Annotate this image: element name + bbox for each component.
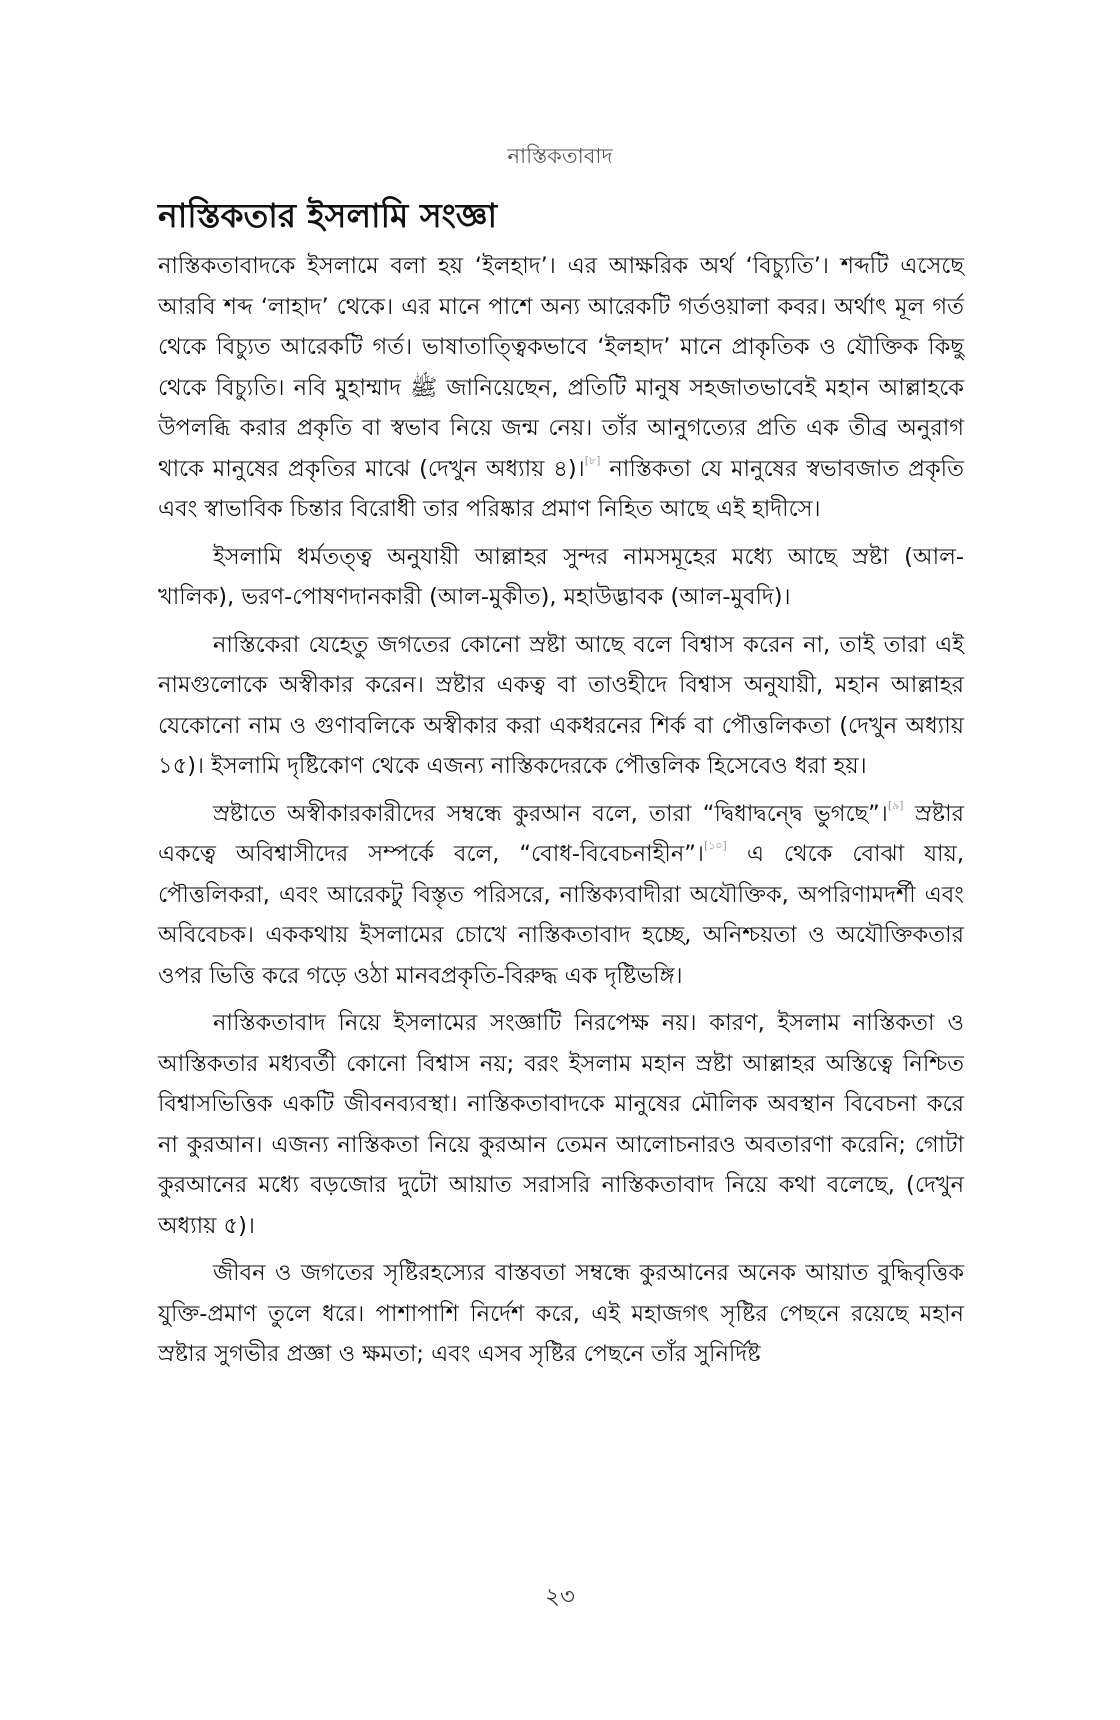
paragraph-1-text-b: নাস্তিকতা যে মানুষের স্বভাবজাত প্রকৃতি এবং স্বাভাবিক চিন্তার বিরোধী তার পরিষ্কার প্রমাণ নিহিত আছে এই হাদীসে। (158, 455, 964, 522)
paragraph-5: নাস্তিকতাবাদ নিয়ে ইসলামের সংজ্ঞাটি নিরপেক্ষ নয়। কারণ, ইসলাম নাস্তিকতা ও আস্তিকতার মধ্যবর্তী কোনো বিশ্বাস নয়; বরং ইসলাম মহান স্রষ্টা আল্লাহর অস্তিত্বে নিশ্চিত বিশ্বাসভিত্তিক একটি জীবনব্যবস্থা। নাস্তিকতাবাদকে মানুষের মৌলিক অবস্থান বিবেচনা করে না কুরআন। এজন্য নাস্তিকতা নিয়ে কুরআন তেমন আলোচনারও অবতারণা করেনি; গোটা কুরআনের মধ্যে বড়জোর দুটো আয়াত সরাসরি নাস্তিকতাবাদ নিয়ে কথা বলেছে, (দেখুন অধ্যায় ৫)। (158, 1010, 964, 1239)
footnote-ref-9: [৯] (887, 798, 904, 812)
paragraph-1 (158, 246, 964, 530)
paragraph-4 (158, 794, 964, 997)
page-number: ২৩ (545, 1584, 575, 1610)
page-content (158, 190, 964, 1382)
paragraph-3: নাস্তিকেরা যেহেতু জগতের কোনো স্রষ্টা আছে বলে বিশ্বাস করেন না, তাই তারা এই নামগুলোকে অস্বীকার করেন। স্রষ্টার একত্ব বা তাওহীদে বিশ্বাস অনুযায়ী, মহান আল্লাহর যেকোনো নাম ও গুণাবলিকে অস্বীকার করা একধরনের শির্ক বা পৌত্তলিকতা (দেখুন অধ্যায় ১৫)। ইসলামি দৃষ্টিকোণ থেকে এজন্য নাস্তিকদেরকে পৌত্তলিক হিসেবেও ধরা হয়। (158, 631, 964, 779)
footnote-ref-8: [৮] (584, 453, 601, 467)
paragraph-4-text-c: এ থেকে বোঝা যায়, পৌত্তলিকরা, এবং আরেকটু বিস্তৃত পরিসরে, নাস্তিক্যবাদীরা অযৌক্তিক, অপরিণামদর্শী এবং অবিবেচক। এককথায় ইসলামের চোখে নাস্তিকতাবাদ হচ্ছে, অনিশ্চয়তা ও অযৌক্তিকতার ওপর ভিত্তি করে গড়ে ওঠা মানবপ্রকৃতি-বিরুদ্ধ এক দৃষ্টিভঙ্গি। (158, 841, 964, 989)
footnote-ref-10: [১০] (703, 839, 727, 852)
section-title: নাস্তিকতার ইসলামি সংজ্ঞা (158, 196, 498, 235)
running-header: নাস্তিকতাবাদ (507, 144, 613, 168)
paragraph-4-text-b: স্রষ্টার একত্বে অবিশ্বাসীদের সম্পর্কে বলে, “বোধ-বিবেচনাহীন”। (158, 800, 964, 867)
paragraph-6: জীবন ও জগতের সৃষ্টিরহস্যের বাস্তবতা সম্বন্ধে কুরআনের অনেক আয়াত বুদ্ধিবৃত্তিক যুক্তি-প্রমাণ তুলে ধরে। পাশাপাশি নির্দেশ করে, এই মহাজগৎ সৃষ্টির পেছনে রয়েছে মহান স্রষ্টার সুগভীর প্রজ্ঞা ও ক্ষমতা; এবং এসব সৃষ্টির পেছনে তাঁর সুনির্দিষ্ট (158, 1260, 964, 1367)
paragraph-1-text-a: নাস্তিকতাবাদকে ইসলামে বলা হয় ‘ইলহাদ’। এর আক্ষরিক অর্থ ‘বিচ্যুতি’। শব্দটি এসেছে আরবি শব্দ ‘লাহাদ’ থেকে। এর মানে পাশে অন্য আরেকটি গর্তওয়ালা কবর। অর্থাৎ মূল গর্ত থেকে বিচ্যুত আরেকটি গর্ত। ভাষাতাত্ত্বিকভাবে ‘ইলহাদ’ মানে প্রাকৃতিক ও যৌক্তিক কিছু থেকে বিচ্যুতি। নবি মুহাম্মাদ ﷺ জানিয়েছেন, প্রতিটি মানুষ সহজাতভাবেই মহান আল্লাহকে উপলব্ধি করার প্রকৃতি বা স্বভাব নিয়ে জন্ম নেয়। তাঁর আনুগত্যের প্রতি এক তীব্র অনুরাগ থাকে মানুষের প্রকৃতির মাঝে (দেখুন অধ্যায় ৪)। (158, 253, 964, 482)
paragraph-4-text-a: স্রষ্টাতে অস্বীকারকারীদের সম্বন্ধে কুরআন বলে, তারা “দ্বিধাদ্বন্দ্বে ভুগছে”। (213, 800, 888, 827)
paragraph-2: ইসলামি ধর্মতত্ত্ব অনুযায়ী আল্লাহর সুন্দর নামসমূহের মধ্যে আছে স্রষ্টা (আল-খালিক), ভরণ-পোষণদানকারী (আল-মুকীত), মহাউদ্ভাবক (আল-মুবদি)। (158, 543, 964, 610)
